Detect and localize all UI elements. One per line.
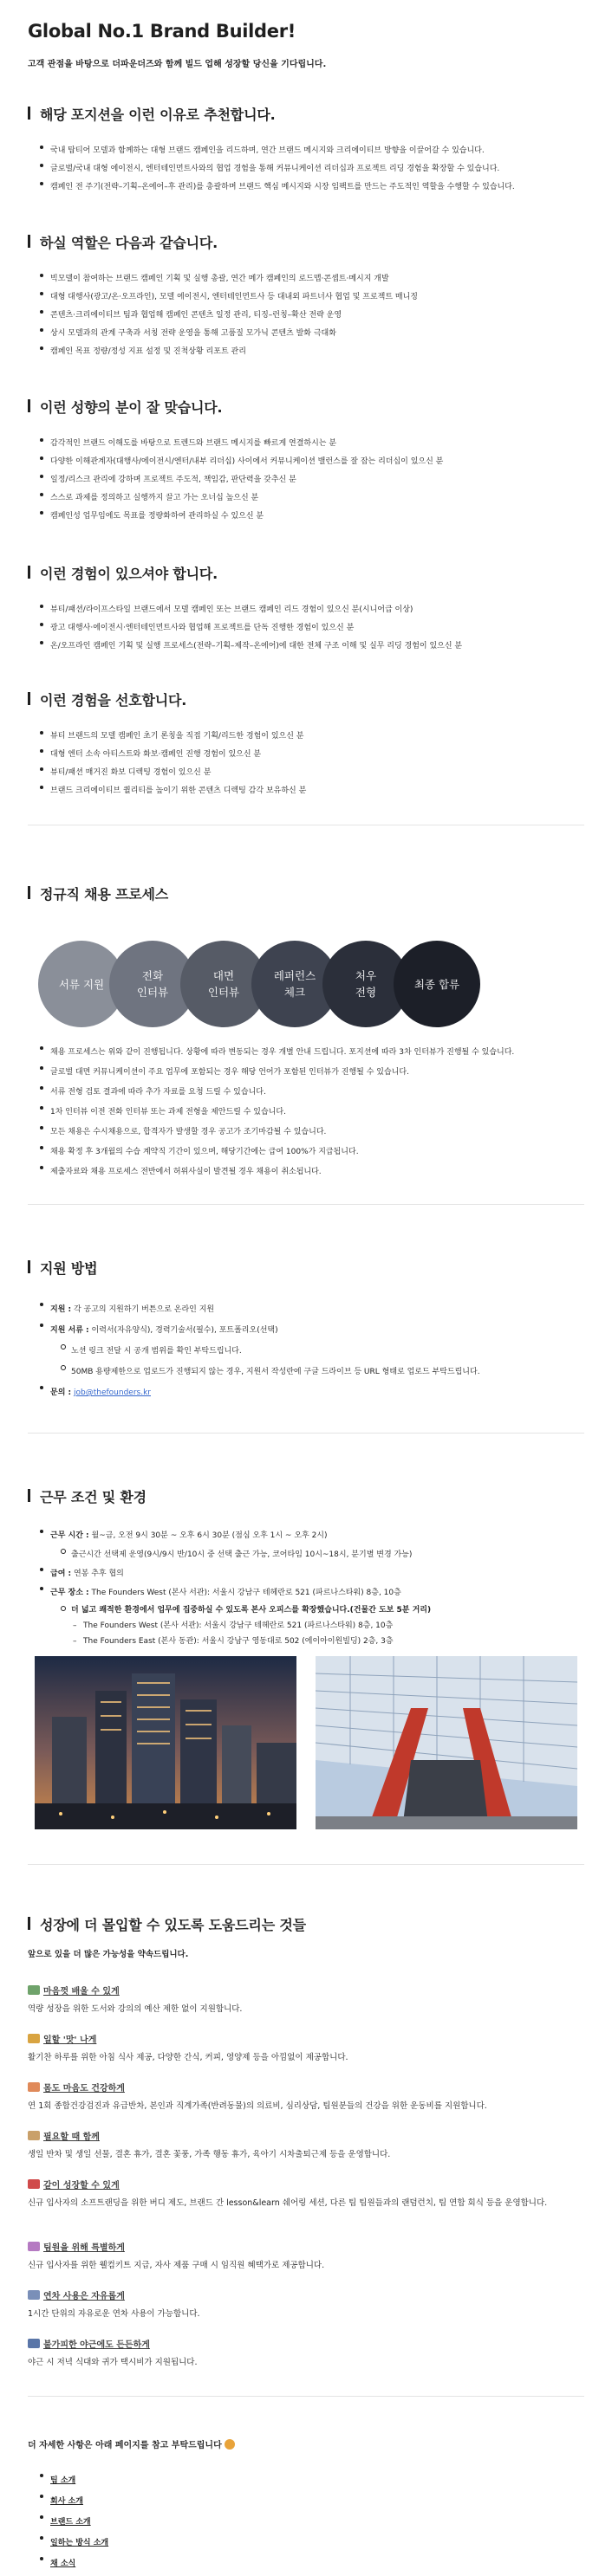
section-heading-preferred: 이런 경험을 선호합니다. [28, 689, 186, 709]
office-building-photo [316, 1656, 577, 1829]
page-subtitle: 고객 관점을 바탕으로 더파운더즈와 함께 빌드 업해 성장할 당신을 기다립니다. [28, 60, 327, 69]
list-item: 뷰티 브랜드의 모델 캠페인 초기 론칭을 직접 기획/리드한 경험이 있으신 분 [40, 728, 595, 746]
process-step-5: 처우 전형 [322, 941, 409, 1027]
process-step-1: 서류 지원 [38, 941, 125, 1027]
more-info-heading: 더 자세한 사항은 아래 페이지를 참고 부탁드립니다 [28, 2437, 235, 2450]
link-company[interactable]: 회사 소개 [40, 2491, 595, 2512]
link-news[interactable]: 채 소식 [40, 2553, 595, 2574]
preferred-list [40, 728, 595, 800]
list-item: 일정/리스크 관리에 강하며 프로젝트 주도적, 책임감, 판단력을 갖추신 분 [40, 471, 595, 489]
role-list [40, 270, 595, 361]
list-item: 글로벌 대면 커뮤니케이션이 주요 업무에 포함되는 경우 해당 언어가 포함된 인터뷰가 진행될 수 있습니다. [40, 1063, 595, 1083]
list-item: 캠페인 전 주기(전략–기획–온에어–후 관리)를 총괄하며 브랜드 핵심 메시지와 시장 임팩트를 만드는 주도적인 역할을 수행할 수 있습니다. [40, 178, 595, 197]
place-text: The Founders West (본사 서관): 서울시 강남구 테헤란로 521 (파르나스타워) 8층, 10층 [88, 1589, 401, 1597]
apply-sub-list [61, 1341, 480, 1382]
present-icon [28, 2242, 40, 2251]
list-item: 서류 전형 검토 결과에 따라 추가 자료를 요청 드릴 수 있습니다. [40, 1083, 595, 1103]
apply-list [40, 1299, 595, 1341]
apply-docs-text: 이력서(자유양식), 경력기술서(필수), 포트폴리오(선택) [88, 1326, 278, 1335]
section-heading-conditions: 근무 조건 및 환경 [28, 1486, 146, 1506]
list-item: 대형 엔터 소속 아티스트와 화보·캠페인 진행 경험이 있으신 분 [40, 746, 595, 764]
hours-label: 근무 시간 : [50, 1531, 89, 1540]
list-item: 스스로 과제를 정의하고 실행까지 끌고 가는 오너십 높으신 분 [40, 489, 595, 508]
section-heading-role: 하실 역할은 다음과 같습니다. [28, 232, 218, 252]
contact-label: 문의 : [50, 1388, 72, 1397]
perk-text: 신규 입사자의 소프트랜딩을 위한 버디 제도, 브랜드 간 lesson&learn 쉐어링 세션, 다른 팀 팀원들과의 랜덤런치, 팀 연합 회식 등을 운영합니다. [28, 2198, 548, 2208]
section-heading-apply: 지원 방법 [28, 1258, 97, 1278]
process-step-2: 전화 인터뷰 [109, 941, 196, 1027]
place-sub-list [61, 1602, 431, 1618]
list-item: 캠페인 목표 정량/정성 지표 설정 및 진척상황 리포트 관리 [40, 343, 595, 361]
divider [28, 1864, 584, 1865]
perk-title-growth: 같이 성장할 수 있게 [28, 2178, 120, 2191]
perk-title-vacation: 연차 사용은 자유롭게 [28, 2288, 125, 2301]
taxi-icon [28, 2339, 40, 2348]
perk-title-overtime: 불가피한 야근에도 든든하게 [28, 2337, 150, 2350]
perk-text: 역량 성장을 위한 도서와 강의의 예산 제한 없이 지원합니다. [28, 2004, 243, 2014]
perk-title-family: 필요할 때 함께 [28, 2129, 100, 2142]
list-item: 뷰티/패션 매거진 화보 디렉팅 경험이 있으신 분 [40, 764, 595, 782]
list-item: 다양한 이해관계자(대행사/에이전시/엔터/내부 리더십) 사이에서 커뮤니케이션 밸런스를 잘 잡는 리더십이 있으신 분 [40, 453, 595, 471]
list-item: 노션 링크 전달 시 공개 범위를 확인 부탁드립니다. [61, 1341, 480, 1362]
smile-icon [225, 2439, 235, 2450]
apply-label: 지원 : [50, 1305, 72, 1314]
list-item: 채용 프로세스는 위와 같이 진행됩니다. 상황에 따라 변동되는 경우 개별 안내 드립니다. 포지션에 따라 3차 인터뷰가 진행될 수 있습니다. [40, 1043, 595, 1063]
perk-title-food: 일할 '맛' 나게 [28, 2032, 96, 2045]
page-title: Global No.1 Brand Builder! [28, 21, 296, 42]
list-item: – The Founders West (본사 서관): 서울시 강남구 테헤란로 521 (파르나스타워) 8층, 10층 [73, 1618, 394, 1634]
list-item: 상시 모델과의 관계 구축과 서칭 전략 운영을 통해 고품질 모가닉 콘텐츠 발화 극대화 [40, 325, 595, 343]
experience-list [40, 601, 595, 656]
process-step-4: 레퍼런스 체크 [251, 941, 338, 1027]
fit-list [40, 435, 595, 526]
perk-text: 신규 입사자를 위한 웰컴키트 지급, 자사 제품 구매 시 임직원 혜택가로 제공합니다. [28, 2261, 325, 2270]
recommend-list [40, 142, 595, 197]
conditions-hours [40, 1526, 595, 1545]
place-dash-list [73, 1618, 394, 1649]
process-step-3: 대면 인터뷰 [180, 941, 267, 1027]
list-item [40, 1382, 595, 1403]
list-item [40, 1320, 595, 1341]
perk-text: 활기찬 하루를 위한 아침 식사 제공, 다양한 간식, 커피, 영양제 등을 아낌없이 제공합니다. [28, 2053, 348, 2062]
food-icon [28, 2034, 40, 2043]
list-item: 뷰티/패션/라이프스타일 브랜드에서 모델 캠페인 또는 브랜드 캠페인 리드 경험이 있으신 분(시니어급 이상) [40, 601, 595, 619]
perk-title-learning: 마음껏 배울 수 있게 [28, 1984, 120, 1997]
section-heading-process: 정규직 채용 프로세스 [28, 883, 168, 903]
place-label: 근무 장소 : [50, 1589, 89, 1597]
list-item: 모든 채용은 수시채용으로, 합격자가 발생할 경우 공고가 조기마감될 수 있습니다. [40, 1123, 595, 1142]
perk-text: 1시간 단위의 자유로운 연차 사용이 가능합니다. [28, 2309, 200, 2319]
hours-text: 월~금, 오전 9시 30분 ~ 오후 6시 30분 (점심 오후 1시 ~ 오후 2시) [88, 1531, 328, 1540]
section-heading-experience: 이런 경험이 있으셔야 합니다. [28, 563, 218, 583]
list-item: 1차 인터뷰 이전 전화 인터뷰 또는 과제 전형을 제안드릴 수 있습니다. [40, 1103, 595, 1123]
hours-sub-list [61, 1545, 412, 1564]
perk-text: 야근 시 저녁 식대와 귀가 택시비가 지원됩니다. [28, 2358, 198, 2367]
divider [28, 2396, 584, 2397]
list-item: 콘텐츠·크리에이티브 팀과 협업해 캠페인 콘텐츠 일정 관리, 티징–런칭–확산 전략 운영 [40, 307, 595, 325]
list-item: 더 넓고 쾌적한 환경에서 업무에 집중하실 수 있도록 본사 오피스를 확장했습니다.(건물간 도보 5분 거리) [61, 1602, 431, 1618]
apply-contact-list [40, 1382, 595, 1403]
pay-label: 급여 : [50, 1570, 72, 1578]
section-heading-recommend: 해당 포지션을 이런 이유로 추천합니다. [28, 104, 275, 124]
list-item: 빅모델이 참여하는 브랜드 캠페인 기획 및 실행 총괄, 연간 메가 캠페인의 로드맵·콘셉트·메시지 개발 [40, 270, 595, 288]
list-item: 제출자료와 채용 프로세스 전반에서 허위사실이 발견될 경우 채용이 취소됩니다. [40, 1162, 595, 1182]
flag-icon [28, 2179, 40, 2189]
calendar-icon [28, 2290, 40, 2300]
gift-icon [28, 2131, 40, 2140]
list-item: 50MB 용량제한으로 업로드가 진행되지 않는 경우, 지원서 작성란에 구글 드라이브 등 URL 형태로 업로드 부탁드립니다. [61, 1362, 480, 1382]
divider [28, 1204, 584, 1205]
pay-text: 연봉 추후 협의 [71, 1570, 124, 1578]
list-item: – The Founders East (본사 동관): 서울시 강남구 영동대로 502 (에이아이원빌딩) 2층, 3층 [73, 1634, 394, 1649]
link-brand[interactable]: 브랜드 소개 [40, 2512, 595, 2533]
list-item: 캠페인성 업무임에도 목표를 정량화하여 관리하실 수 있으신 분 [40, 508, 595, 526]
list-item: 온/오프라인 캠페인 기획 및 실행 프로세스(전략–기획–제작–온에어)에 대한 전체 구조 이해 및 실무 리딩 경험이 있으신 분 [40, 638, 595, 656]
list-item: 글로벌/국내 대형 에이전시, 엔터테인먼트사와의 협업 경험을 통해 커뮤니케이션 리더십과 프로젝트 리딩 경험을 확장할 수 있습니다. [40, 160, 595, 178]
growth-intro: 앞으로 있을 더 많은 가능성을 약속드립니다. [28, 1950, 189, 1959]
list-item [40, 1526, 595, 1545]
perk-text: 연 1회 종합건강검진과 유급반차, 본인과 직계가족(반려동물)의 의료비, 심리상담, 팀원분들의 건강을 위한 운동비를 지원합니다. [28, 2101, 487, 2111]
list-item: 출근시간 선택제 운영(9시/9시 반/10시 중 선택 출근 가능, 코어타임 10시~18시, 분기별 변경 가능) [61, 1545, 412, 1564]
list-item [40, 1299, 595, 1320]
more-links-list [40, 2470, 595, 2574]
list-item: 채용 확정 후 3개월의 수습 계약직 기간이 있으며, 해당기간에는 급여 100%가 지급됩니다. [40, 1142, 595, 1162]
contact-email-link[interactable]: job@thefounders.kr [74, 1388, 151, 1397]
perk-title-special: 팀원을 위해 특별하게 [28, 2240, 125, 2253]
book-icon [28, 1985, 40, 1995]
section-heading-growth: 성장에 더 몰입할 수 있도록 도움드리는 것들 [28, 1914, 306, 1934]
office-night-photo [35, 1656, 296, 1829]
perk-text: 생일 반차 및 생일 선물, 결혼 휴가, 결혼 꽃풍, 가족 행동 휴가, 육아기 시차출퇴근제 등을 운영합니다. [28, 2150, 391, 2159]
list-item: 광고 대행사·에이전시·엔터테인먼트사와 협업해 프로젝트를 단독 진행한 경험이 있으신 분 [40, 619, 595, 638]
link-team[interactable]: 팀 소개 [40, 2470, 595, 2491]
list-item [40, 1583, 595, 1602]
list-item: 감각적인 브랜드 이해도를 바탕으로 트렌드와 브랜드 메시지를 빠르게 연결하시는 분 [40, 435, 595, 453]
list-item: 국내 탑티어 모델과 함께하는 대형 브랜드 캠페인을 리드하며, 연간 브랜드 메시지와 크리에이티브 방향을 이끌어갈 수 있습니다. [40, 142, 595, 160]
divider [28, 1433, 584, 1434]
list-item [40, 1564, 595, 1583]
conditions-list [40, 1564, 595, 1602]
apply-docs-label: 지원 서류 : [50, 1326, 89, 1335]
list-item: 브랜드 크리에이티브 퀄리티를 높이기 위한 콘텐츠 디렉팅 감각 보유하신 분 [40, 782, 595, 800]
list-item: 대형 대행사(광고/온·오프라인), 모델 에이전시, 엔터테인먼트사 등 대내외 파트너사 협업 및 프로젝트 매니징 [40, 288, 595, 307]
apply-text: 각 공고의 지원하기 버튼으로 온라인 지원 [71, 1305, 215, 1314]
process-notes-list [40, 1043, 595, 1182]
link-workway[interactable]: 일하는 방식 소개 [40, 2533, 595, 2553]
health-icon [28, 2082, 40, 2092]
section-heading-fit: 이런 성향의 분이 잘 맞습니다. [28, 397, 222, 417]
process-step-6: 최종 합류 [394, 941, 480, 1027]
perk-title-health: 몸도 마음도 건강하게 [28, 2081, 125, 2094]
